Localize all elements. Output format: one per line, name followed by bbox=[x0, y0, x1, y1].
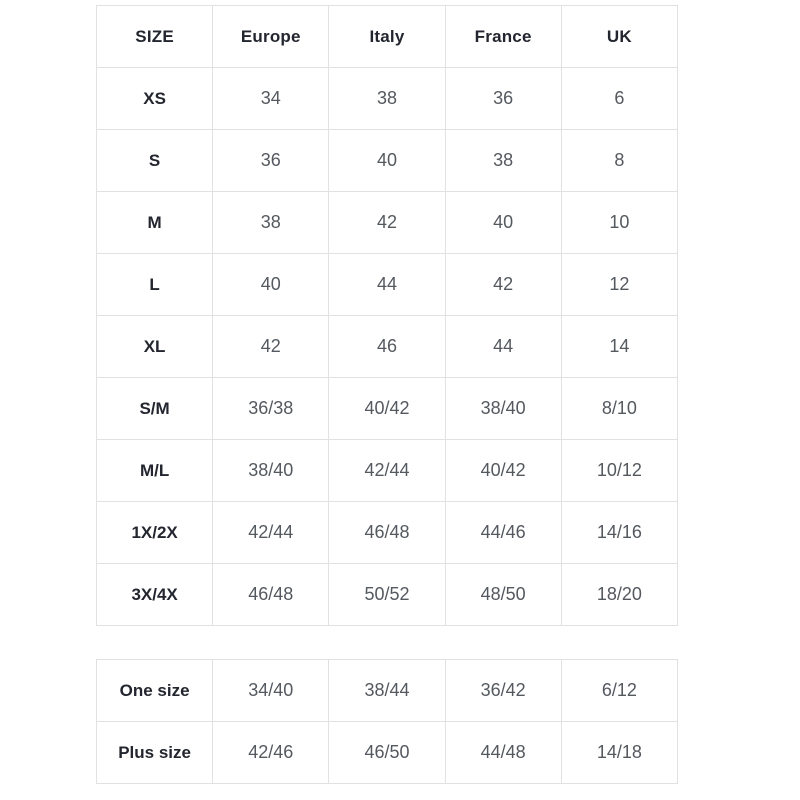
value-cell: 14 bbox=[561, 316, 677, 378]
size-cell: XL bbox=[97, 316, 213, 378]
value-cell: 14/16 bbox=[561, 502, 677, 564]
value-cell: 36 bbox=[445, 68, 561, 130]
column-header-uk: UK bbox=[561, 6, 677, 68]
column-header-france: France bbox=[445, 6, 561, 68]
size-cell: 1X/2X bbox=[97, 502, 213, 564]
table-row bbox=[97, 68, 678, 130]
value-cell: 42 bbox=[445, 254, 561, 316]
value-cell: 50/52 bbox=[329, 564, 445, 626]
table-row bbox=[97, 316, 678, 378]
header-row bbox=[97, 6, 678, 68]
value-cell: 8 bbox=[561, 130, 677, 192]
size-cell: S bbox=[97, 130, 213, 192]
special-sizes-section bbox=[96, 659, 678, 784]
value-cell: 44 bbox=[329, 254, 445, 316]
one-size-plus-size-table bbox=[96, 659, 678, 784]
value-cell: 6/12 bbox=[561, 660, 677, 722]
value-cell: 6 bbox=[561, 68, 677, 130]
value-cell: 42/44 bbox=[329, 440, 445, 502]
table-row bbox=[97, 564, 678, 626]
value-cell: 44/48 bbox=[445, 722, 561, 784]
value-cell: 42/46 bbox=[213, 722, 329, 784]
value-cell: 38 bbox=[445, 130, 561, 192]
value-cell: 40 bbox=[445, 192, 561, 254]
size-guide bbox=[96, 5, 678, 784]
size-cell: 3X/4X bbox=[97, 564, 213, 626]
value-cell: 14/18 bbox=[561, 722, 677, 784]
value-cell: 10 bbox=[561, 192, 677, 254]
table-row bbox=[97, 440, 678, 502]
value-cell: 34 bbox=[213, 68, 329, 130]
value-cell: 40/42 bbox=[445, 440, 561, 502]
value-cell: 46/48 bbox=[213, 564, 329, 626]
value-cell: 10/12 bbox=[561, 440, 677, 502]
size-conversion-table bbox=[96, 5, 678, 626]
table-row bbox=[97, 378, 678, 440]
value-cell: 36 bbox=[213, 130, 329, 192]
value-cell: 40 bbox=[213, 254, 329, 316]
size-cell: M bbox=[97, 192, 213, 254]
value-cell: 36/38 bbox=[213, 378, 329, 440]
table-row bbox=[97, 192, 678, 254]
size-cell: Plus size bbox=[97, 722, 213, 784]
value-cell: 34/40 bbox=[213, 660, 329, 722]
value-cell: 38/40 bbox=[445, 378, 561, 440]
column-header-europe: Europe bbox=[213, 6, 329, 68]
value-cell: 44/46 bbox=[445, 502, 561, 564]
table-row bbox=[97, 660, 678, 722]
value-cell: 40 bbox=[329, 130, 445, 192]
column-header-size: SIZE bbox=[97, 6, 213, 68]
table-row bbox=[97, 254, 678, 316]
table-row bbox=[97, 130, 678, 192]
size-cell: S/M bbox=[97, 378, 213, 440]
value-cell: 38/44 bbox=[329, 660, 445, 722]
value-cell: 38/40 bbox=[213, 440, 329, 502]
value-cell: 18/20 bbox=[561, 564, 677, 626]
value-cell: 46 bbox=[329, 316, 445, 378]
size-cell: L bbox=[97, 254, 213, 316]
value-cell: 42/44 bbox=[213, 502, 329, 564]
value-cell: 48/50 bbox=[445, 564, 561, 626]
value-cell: 36/42 bbox=[445, 660, 561, 722]
value-cell: 8/10 bbox=[561, 378, 677, 440]
value-cell: 46/50 bbox=[329, 722, 445, 784]
size-cell: XS bbox=[97, 68, 213, 130]
value-cell: 44 bbox=[445, 316, 561, 378]
value-cell: 42 bbox=[329, 192, 445, 254]
table-row bbox=[97, 502, 678, 564]
value-cell: 40/42 bbox=[329, 378, 445, 440]
column-header-italy: Italy bbox=[329, 6, 445, 68]
value-cell: 38 bbox=[213, 192, 329, 254]
value-cell: 12 bbox=[561, 254, 677, 316]
size-cell: M/L bbox=[97, 440, 213, 502]
value-cell: 46/48 bbox=[329, 502, 445, 564]
size-cell: One size bbox=[97, 660, 213, 722]
value-cell: 42 bbox=[213, 316, 329, 378]
table-row bbox=[97, 722, 678, 784]
value-cell: 38 bbox=[329, 68, 445, 130]
